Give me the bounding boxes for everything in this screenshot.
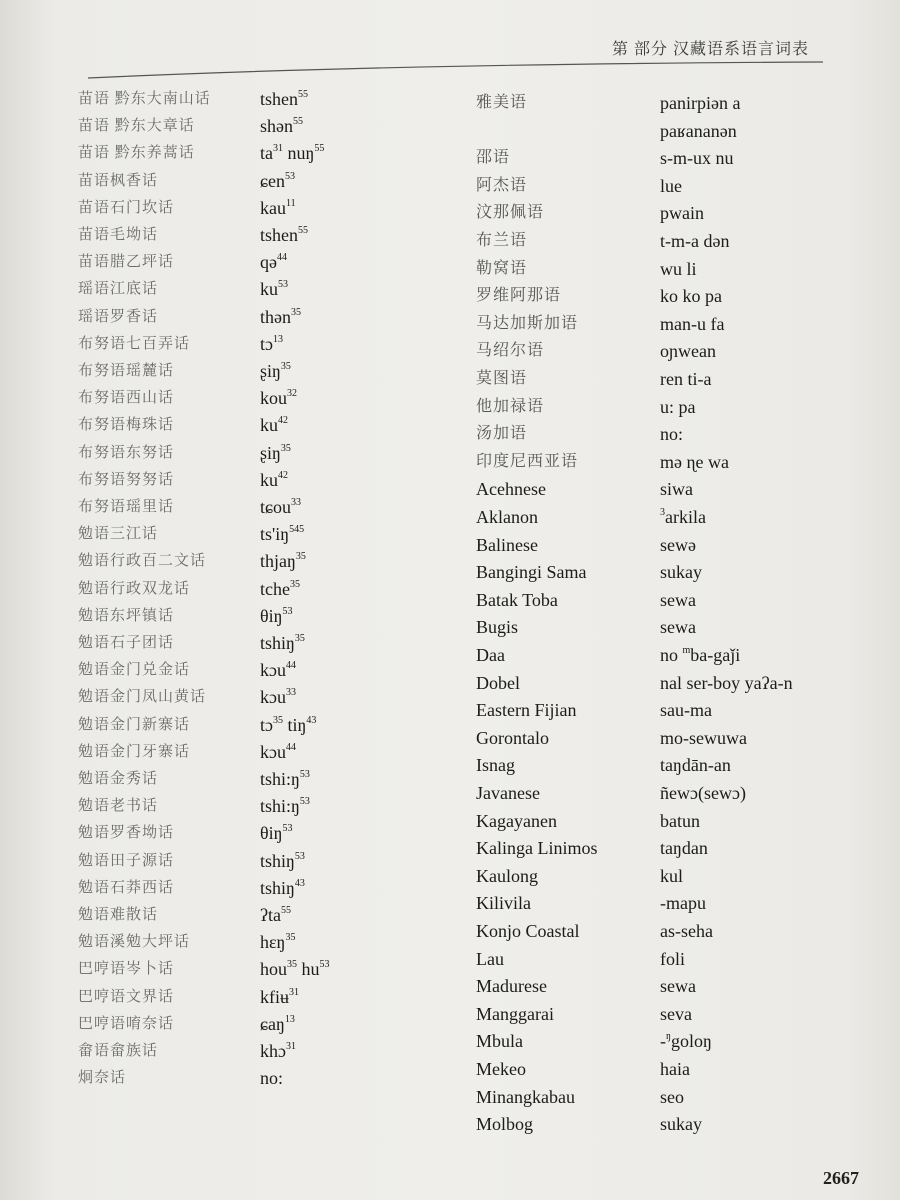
left-language-name: 勉语罗香坳话 bbox=[78, 825, 175, 842]
right-word-form: mə ɳe wa bbox=[660, 451, 729, 472]
left-word-form: tshen$^{55}$ bbox=[260, 89, 308, 109]
left-language-name: 苗语 黔东大章话 bbox=[78, 118, 195, 135]
left-word-form: ʂiŋ$^{35}$ bbox=[260, 361, 291, 381]
right-word-form: sewə bbox=[660, 534, 696, 555]
right-language-name: Kilivila bbox=[476, 893, 531, 914]
left-word-form: $ta^{31}$ nuŋ$^{55}$ bbox=[260, 143, 325, 164]
right-language-name: 印度尼西亚语 bbox=[476, 452, 579, 470]
right-word-form: mo-sewuwa bbox=[660, 727, 747, 748]
right-language-name: Minangkabau bbox=[476, 1086, 575, 1107]
left-word-form: qə$^{44}$ bbox=[260, 252, 287, 273]
right-language-name: 莫图语 bbox=[476, 370, 528, 387]
left-language-name: 布努语努努话 bbox=[78, 471, 175, 488]
left-language-name: 勉语金门新寨话 bbox=[78, 716, 191, 733]
left-language-name: 勉语东坪镇话 bbox=[78, 607, 175, 624]
left-word-form: ʂiŋ$^{35}$ bbox=[260, 442, 291, 463]
left-language-name: 勉语行政百二文话 bbox=[78, 553, 207, 570]
right-language-name: Bugis bbox=[476, 617, 519, 638]
right-language-name: 阿杰语 bbox=[476, 176, 528, 194]
left-language-name: 布努语东努话 bbox=[78, 444, 175, 461]
right-language-name: Mekeo bbox=[476, 1059, 526, 1079]
right-language-name: 汶那佩语 bbox=[476, 204, 545, 222]
left-word-form: tche$^{35}$ bbox=[260, 578, 300, 599]
right-word-form: seva bbox=[660, 1003, 692, 1024]
left-word-form: $tshi:ŋ^{53}$ bbox=[260, 796, 310, 817]
left-language-name: 布努语瑶麓话 bbox=[78, 363, 175, 379]
left-language-name: 勉语老书话 bbox=[78, 798, 159, 815]
right-word-form: foli bbox=[660, 948, 685, 969]
left-word-form: $ku^{42}$ bbox=[260, 469, 288, 490]
right-language-name: Isnag bbox=[476, 755, 515, 776]
right-word-form: ko ko pa bbox=[660, 286, 722, 307]
left-language-name: 勉语溪勉大坪话 bbox=[78, 934, 191, 951]
left-word-form: $tshi:ŋ^{53}$ bbox=[260, 769, 310, 789]
right-word-form: sewa bbox=[660, 617, 696, 638]
left-language-name: 炯奈话 bbox=[78, 1070, 127, 1087]
left-word-form: ɕen$^{53}$ bbox=[260, 170, 295, 191]
left-language-name: 巴哼语唷奈话 bbox=[78, 1015, 175, 1032]
right-language-name: 汤加语 bbox=[476, 425, 528, 443]
left-word-form: kfiʉ$^{31}$ bbox=[260, 986, 299, 1007]
left-word-form: θiŋ$^{53}$ bbox=[260, 823, 293, 844]
right-language-name: Mbula bbox=[476, 1031, 523, 1052]
left-language-name: 畲语畲族话 bbox=[78, 1043, 159, 1059]
left-language-name: 勉语难散话 bbox=[78, 907, 159, 923]
running-header: 第 部分 汉藏语系语言词表 bbox=[612, 41, 810, 58]
left-language-name: 勉语行政双龙话 bbox=[78, 580, 191, 597]
left-word-form: thən$^{35}$ bbox=[260, 306, 301, 327]
left-language-name: 苗语枫香话 bbox=[78, 172, 159, 189]
right-language-name: Batak Toba bbox=[476, 589, 558, 610]
left-language-name: 布努语梅珠话 bbox=[78, 417, 175, 434]
right-word-form: man-u fa bbox=[660, 313, 725, 334]
right-language-name: 邵语 bbox=[476, 149, 511, 167]
left-language-name: 瑶语罗香话 bbox=[78, 308, 159, 325]
right-language-name: Balinese bbox=[476, 534, 538, 555]
right-word-form: kul bbox=[660, 865, 684, 886]
left-language-name: 布努语七百弄话 bbox=[78, 335, 191, 352]
left-word-form: thjaŋ$^{35}$ bbox=[260, 551, 306, 572]
right-word-form: wu li bbox=[660, 258, 697, 279]
right-language-name: Javanese bbox=[476, 783, 540, 803]
right-word-form: nal ser-boy yaʔa-n bbox=[660, 672, 793, 693]
left-language-name: 勉语金秀话 bbox=[78, 771, 159, 787]
right-language-name: Acehnese bbox=[476, 479, 546, 500]
right-word-form: panirpiən a bbox=[660, 93, 741, 113]
right-language-name: Madurese bbox=[476, 976, 547, 997]
left-word-form: tshiŋ$^{53}$ bbox=[260, 850, 305, 871]
right-word-form: -mapu bbox=[660, 893, 706, 914]
right-word-form: $^3$arkila bbox=[660, 507, 706, 527]
right-word-form: paʁananən bbox=[660, 120, 737, 141]
right-language-name: Dobel bbox=[476, 672, 520, 693]
left-language-name: 苗语 黔东养蒿话 bbox=[78, 145, 195, 162]
right-language-name: Kalinga Linimos bbox=[476, 838, 598, 859]
left-language-name: 勉语金门兑金话 bbox=[78, 662, 191, 679]
right-word-form: ren ti-a bbox=[660, 369, 712, 389]
right-word-form: sukay bbox=[660, 1114, 702, 1135]
left-language-name: 布努语瑶里话 bbox=[78, 499, 175, 515]
right-language-name: 马达加斯加语 bbox=[476, 314, 579, 332]
right-word-form: -$^ŋ$goloŋ bbox=[660, 1031, 712, 1052]
right-word-form: seo bbox=[660, 1086, 684, 1107]
left-language-name: 勉语石莽西话 bbox=[78, 879, 175, 896]
left-word-form: kau$^{11}$ bbox=[260, 197, 296, 218]
left-word-form: $ts'iŋ^{545}$ bbox=[260, 524, 305, 545]
left-language-name: 苗语腊乙坪话 bbox=[78, 254, 175, 271]
right-language-name: 马绍尔语 bbox=[476, 342, 545, 360]
left-language-name: 勉语三江话 bbox=[78, 526, 159, 543]
right-word-form: t-m-a dən bbox=[660, 231, 730, 251]
right-word-form: u: pa bbox=[660, 396, 696, 417]
right-language-name: Eastern Fijian bbox=[476, 700, 577, 721]
left-language-name: 勉语金门凤山黄话 bbox=[78, 689, 207, 706]
right-word-form: ñewɔ(sewɔ) bbox=[660, 783, 746, 803]
right-word-form: lue bbox=[660, 175, 682, 196]
right-language-name: 罗维阿那语 bbox=[476, 287, 562, 305]
right-word-form: sewa bbox=[660, 589, 696, 610]
right-language-name: Molbog bbox=[476, 1114, 534, 1135]
left-word-form: ɕaŋ$^{13}$ bbox=[260, 1013, 295, 1034]
left-word-form: θiŋ$^{53}$ bbox=[260, 605, 293, 626]
left-word-form: $ku^{53}$ bbox=[260, 279, 288, 300]
right-language-name: 他加禄语 bbox=[476, 397, 545, 415]
right-word-form: as-seha bbox=[660, 921, 713, 941]
left-word-form: hou$^{35}$ $hu^{53}$ bbox=[260, 959, 330, 980]
left-language-name: 瑶语江底话 bbox=[78, 281, 159, 298]
right-word-form: oɲwean bbox=[660, 341, 716, 362]
left-word-form: kɔu$^{33}$ bbox=[260, 687, 296, 708]
left-word-form: ʔta$^{55}$ bbox=[260, 905, 291, 925]
left-word-form: tɔ$^{35}$ tiŋ$^{43}$ bbox=[260, 714, 317, 735]
right-language-name: Kaulong bbox=[476, 865, 538, 886]
right-word-form: no: bbox=[660, 424, 684, 445]
left-word-form: shən$^{55}$ bbox=[260, 116, 303, 137]
right-word-form: no $^m$ba-gaǰi bbox=[660, 645, 741, 665]
right-word-form: taŋdan bbox=[660, 838, 708, 859]
left-language-name: 巴哼语文界话 bbox=[78, 988, 175, 1005]
left-word-form: khɔ$^{31}$ bbox=[260, 1041, 296, 1061]
left-language-name: 苗语 黔东大南山话 bbox=[78, 91, 211, 107]
left-language-name: 苗语毛坳话 bbox=[78, 227, 159, 243]
right-word-form: s-m-ux nu bbox=[660, 148, 734, 169]
right-word-form: sewa bbox=[660, 976, 696, 997]
left-language-name: 苗语石门坎话 bbox=[78, 199, 175, 216]
right-word-form: taŋdān-an bbox=[660, 755, 731, 776]
left-language-name: 勉语田子源话 bbox=[78, 852, 175, 869]
left-language-name: 巴哼语岑卜话 bbox=[78, 961, 175, 978]
right-language-name: Daa bbox=[476, 645, 505, 665]
right-language-name: Manggarai bbox=[476, 1003, 554, 1024]
left-language-name: 勉语金门牙寨话 bbox=[78, 743, 191, 760]
right-word-form: sukay bbox=[660, 562, 702, 583]
right-language-name: Gorontalo bbox=[476, 727, 549, 748]
left-word-form: hɛŋ$^{35}$ bbox=[260, 932, 296, 953]
right-word-form: batun bbox=[660, 810, 700, 831]
right-language-name: 勒窝语 bbox=[476, 259, 528, 277]
right-word-form: siwa bbox=[660, 479, 693, 500]
right-word-form: sau-ma bbox=[660, 700, 712, 721]
right-language-name: Konjo Coastal bbox=[476, 921, 580, 941]
left-word-form: no: bbox=[260, 1068, 284, 1089]
right-word-form: haia bbox=[660, 1059, 690, 1079]
right-language-name: 雅美语 bbox=[476, 94, 528, 111]
right-language-name: 布兰语 bbox=[476, 232, 528, 249]
left-word-form: tshiŋ$^{43}$ bbox=[260, 877, 305, 898]
right-language-name: Bangingi Sama bbox=[476, 562, 587, 583]
right-language-name: Aklanon bbox=[476, 507, 538, 527]
right-language-name: Lau bbox=[476, 948, 504, 969]
left-language-name: 布努语西山话 bbox=[78, 390, 175, 407]
left-word-form: kou$^{32}$ bbox=[260, 388, 297, 409]
right-word-form: pwain bbox=[660, 203, 704, 224]
right-language-name: Kagayanen bbox=[476, 810, 557, 831]
left-word-form: tɔ$^{13}$ bbox=[260, 333, 283, 354]
left-language-name: 勉语石子团话 bbox=[78, 635, 175, 651]
left-word-form: tshen$^{55}$ bbox=[260, 225, 308, 245]
left-word-form: tshiŋ$^{35}$ bbox=[260, 633, 305, 653]
left-word-form: kɔu$^{44}$ bbox=[260, 660, 296, 681]
left-word-form: kɔu$^{44}$ bbox=[260, 741, 296, 762]
page-number: 2667 bbox=[823, 1168, 859, 1188]
left-word-form: tɕou$^{33}$ bbox=[260, 497, 301, 517]
header-rule bbox=[88, 58, 823, 80]
left-word-form: $ku^{42}$ bbox=[260, 415, 288, 436]
